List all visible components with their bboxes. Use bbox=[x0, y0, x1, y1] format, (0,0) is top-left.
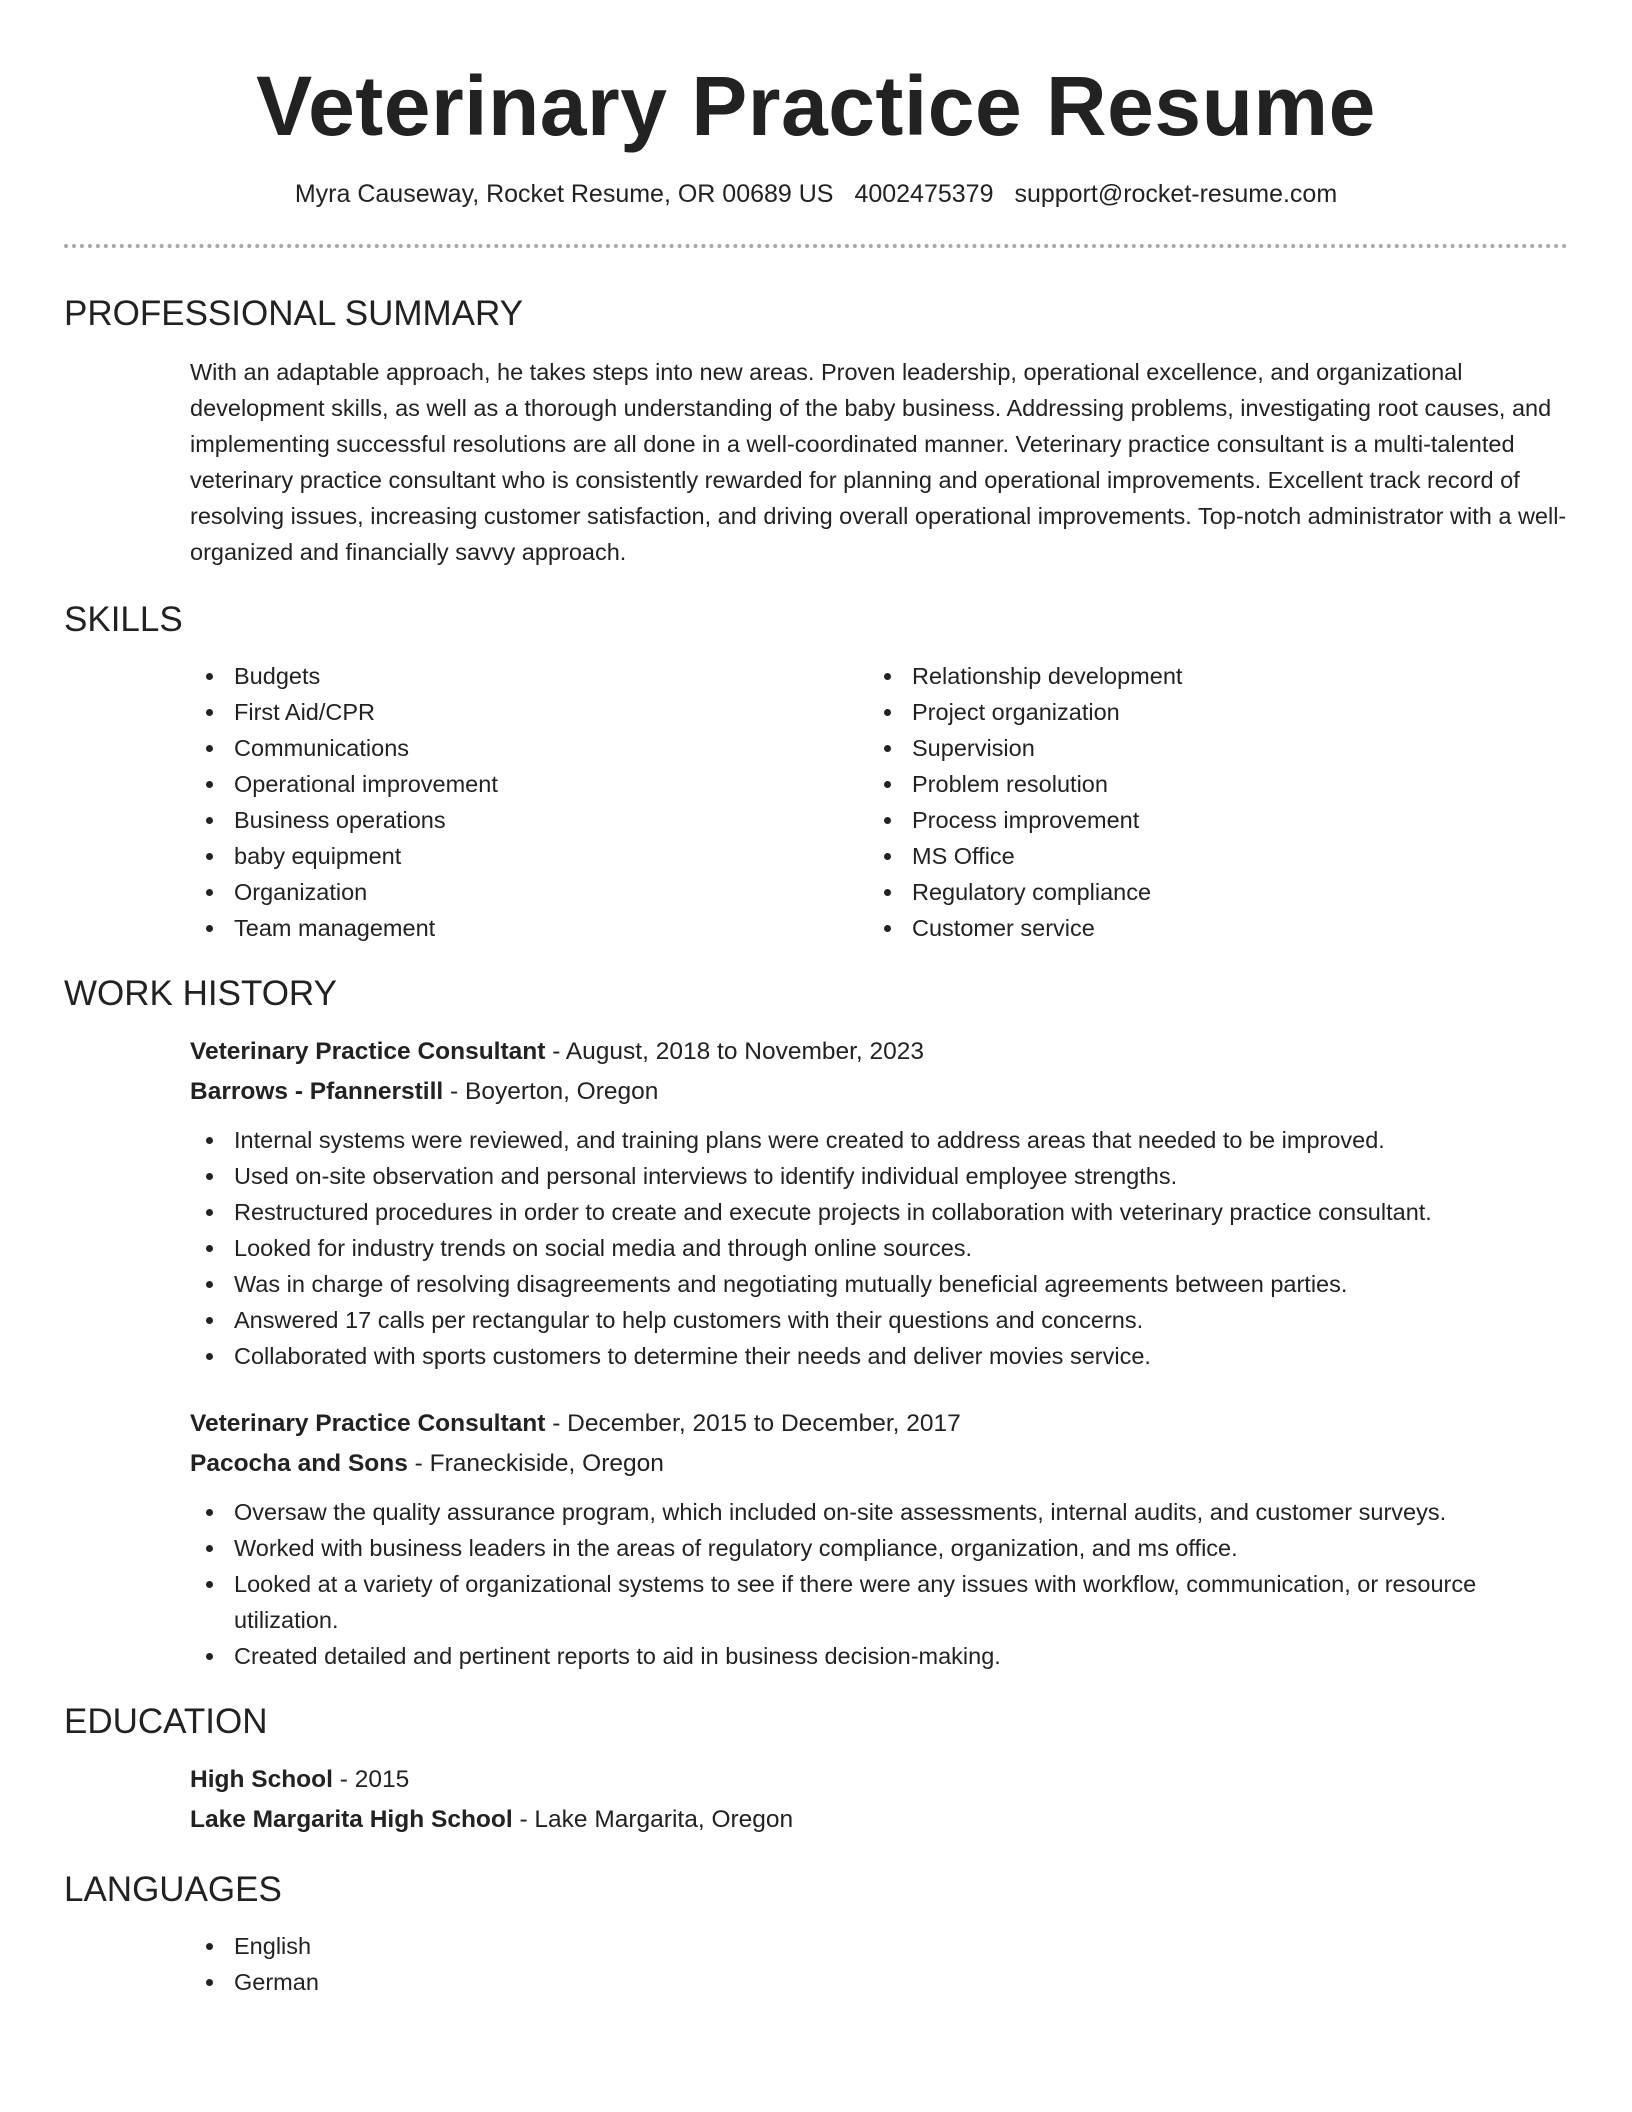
education-school: Lake Margarita High School bbox=[190, 1806, 513, 1833]
language-item: German bbox=[190, 1964, 1568, 2000]
job-location: - Franeckiside, Oregon bbox=[407, 1450, 664, 1477]
job-bullet: Looked at a variety of organizational systems to see if there were any issues with workflow, communication, or resource utilization. bbox=[190, 1566, 1568, 1638]
education-degree-line bbox=[190, 1760, 1568, 1800]
summary-heading: PROFESSIONAL SUMMARY bbox=[64, 294, 523, 333]
languages-heading: LANGUAGES bbox=[64, 1870, 282, 1909]
skill-item: Supervision bbox=[868, 730, 1546, 766]
contact-email: support@rocket-resume.com bbox=[1014, 180, 1338, 208]
education-year: - 2015 bbox=[332, 1766, 410, 1793]
job-title-line bbox=[190, 1404, 1568, 1444]
education-entry bbox=[190, 1760, 1568, 1840]
skill-item: Regulatory compliance bbox=[868, 874, 1546, 910]
education-school-line bbox=[190, 1800, 1568, 1840]
job-bullet: Collaborated with sports customers to determine their needs and deliver movies service. bbox=[190, 1338, 1568, 1374]
job-entry bbox=[190, 1404, 1568, 1494]
resume-title: Veterinary Practice Resume bbox=[256, 59, 1376, 153]
skill-item: Business operations bbox=[190, 802, 868, 838]
job-bullets bbox=[190, 1494, 1568, 1674]
skill-item: Problem resolution bbox=[868, 766, 1546, 802]
skills-heading: SKILLS bbox=[64, 600, 183, 639]
skills-column-left bbox=[190, 658, 868, 946]
skill-item: MS Office bbox=[868, 838, 1546, 874]
job-bullets bbox=[190, 1122, 1568, 1374]
languages-list bbox=[190, 1928, 1568, 2000]
job-location: - Boyerton, Oregon bbox=[443, 1078, 659, 1105]
work-history-heading: WORK HISTORY bbox=[64, 974, 337, 1013]
job-bullet: Used on-site observation and personal interviews to identify individual employee strengths. bbox=[190, 1158, 1568, 1194]
job-bullet: Created detailed and pertinent reports to aid in business decision-making. bbox=[190, 1638, 1568, 1674]
job-dates: - August, 2018 to November, 2023 bbox=[545, 1038, 925, 1065]
language-item: English bbox=[190, 1928, 1568, 1964]
job-bullet: Restructured procedures in order to create and execute projects in collaboration with veterinary practice consultant. bbox=[190, 1194, 1568, 1230]
job-bullet: Internal systems were reviewed, and training plans were created to address areas that needed to be improved. bbox=[190, 1122, 1568, 1158]
job-title-line bbox=[190, 1032, 1568, 1072]
job-bullet: Was in charge of resolving disagreements and negotiating mutually beneficial agreements between parties. bbox=[190, 1266, 1568, 1302]
skill-item: Customer service bbox=[868, 910, 1546, 946]
skills-list bbox=[190, 658, 1568, 946]
skill-item: Communications bbox=[190, 730, 868, 766]
skill-item: Budgets bbox=[190, 658, 868, 694]
education-degree: High School bbox=[190, 1766, 333, 1793]
job-title: Veterinary Practice Consultant bbox=[190, 1038, 546, 1065]
contact-address: Myra Causeway, Rocket Resume, OR 00689 US bbox=[294, 180, 834, 208]
job-company-line bbox=[190, 1444, 1568, 1484]
skill-item: Project organization bbox=[868, 694, 1546, 730]
job-company: Pacocha and Sons bbox=[190, 1450, 408, 1477]
contact-line bbox=[64, 178, 1568, 210]
job-entry bbox=[190, 1032, 1568, 1122]
skill-item: Organization bbox=[190, 874, 868, 910]
job-bullet: Oversaw the quality assurance program, which included on-site assessments, internal audits, and customer surveys. bbox=[190, 1494, 1568, 1530]
skill-item: Relationship development bbox=[868, 658, 1546, 694]
skill-item: Team management bbox=[190, 910, 868, 946]
contact-phone: 4002475379 bbox=[854, 180, 994, 208]
skill-item: baby equipment bbox=[190, 838, 868, 874]
job-dates: - December, 2015 to December, 2017 bbox=[545, 1410, 961, 1437]
header-divider bbox=[64, 244, 1568, 248]
skill-item: First Aid/CPR bbox=[190, 694, 868, 730]
job-company: Barrows - Pfannerstill bbox=[190, 1078, 444, 1105]
education-heading: EDUCATION bbox=[64, 1702, 268, 1741]
summary-text: With an adaptable approach, he takes steps into new areas. Proven leadership, operational excellence, and organizational development skills, as well as a thorough understanding of the baby business. Addressing problems, investigating root causes, and implementing successful resolutions are all done in a well-coordinated manner. Veterinary practice consultant is a multi-talented veterinary practice consultant who is consistently rewarded for planning and operational improvements. Excellent track record of resolving issues, increasing customer satisfaction, and driving overall operational improvements. Top-notch administrator with a well-organized and financially savvy approach. bbox=[190, 359, 1567, 565]
job-bullet: Looked for industry trends on social media and through online sources. bbox=[190, 1230, 1568, 1266]
education-location: - Lake Margarita, Oregon bbox=[512, 1806, 794, 1833]
job-bullet: Worked with business leaders in the areas of regulatory compliance, organization, and ms office. bbox=[190, 1530, 1568, 1566]
job-title: Veterinary Practice Consultant bbox=[190, 1410, 546, 1437]
skills-column-right bbox=[868, 658, 1546, 946]
skill-item: Process improvement bbox=[868, 802, 1546, 838]
job-bullet: Answered 17 calls per rectangular to help customers with their questions and concerns. bbox=[190, 1302, 1568, 1338]
skill-item: Operational improvement bbox=[190, 766, 868, 802]
job-company-line bbox=[190, 1072, 1568, 1112]
resume-page bbox=[64, 0, 1568, 2000]
